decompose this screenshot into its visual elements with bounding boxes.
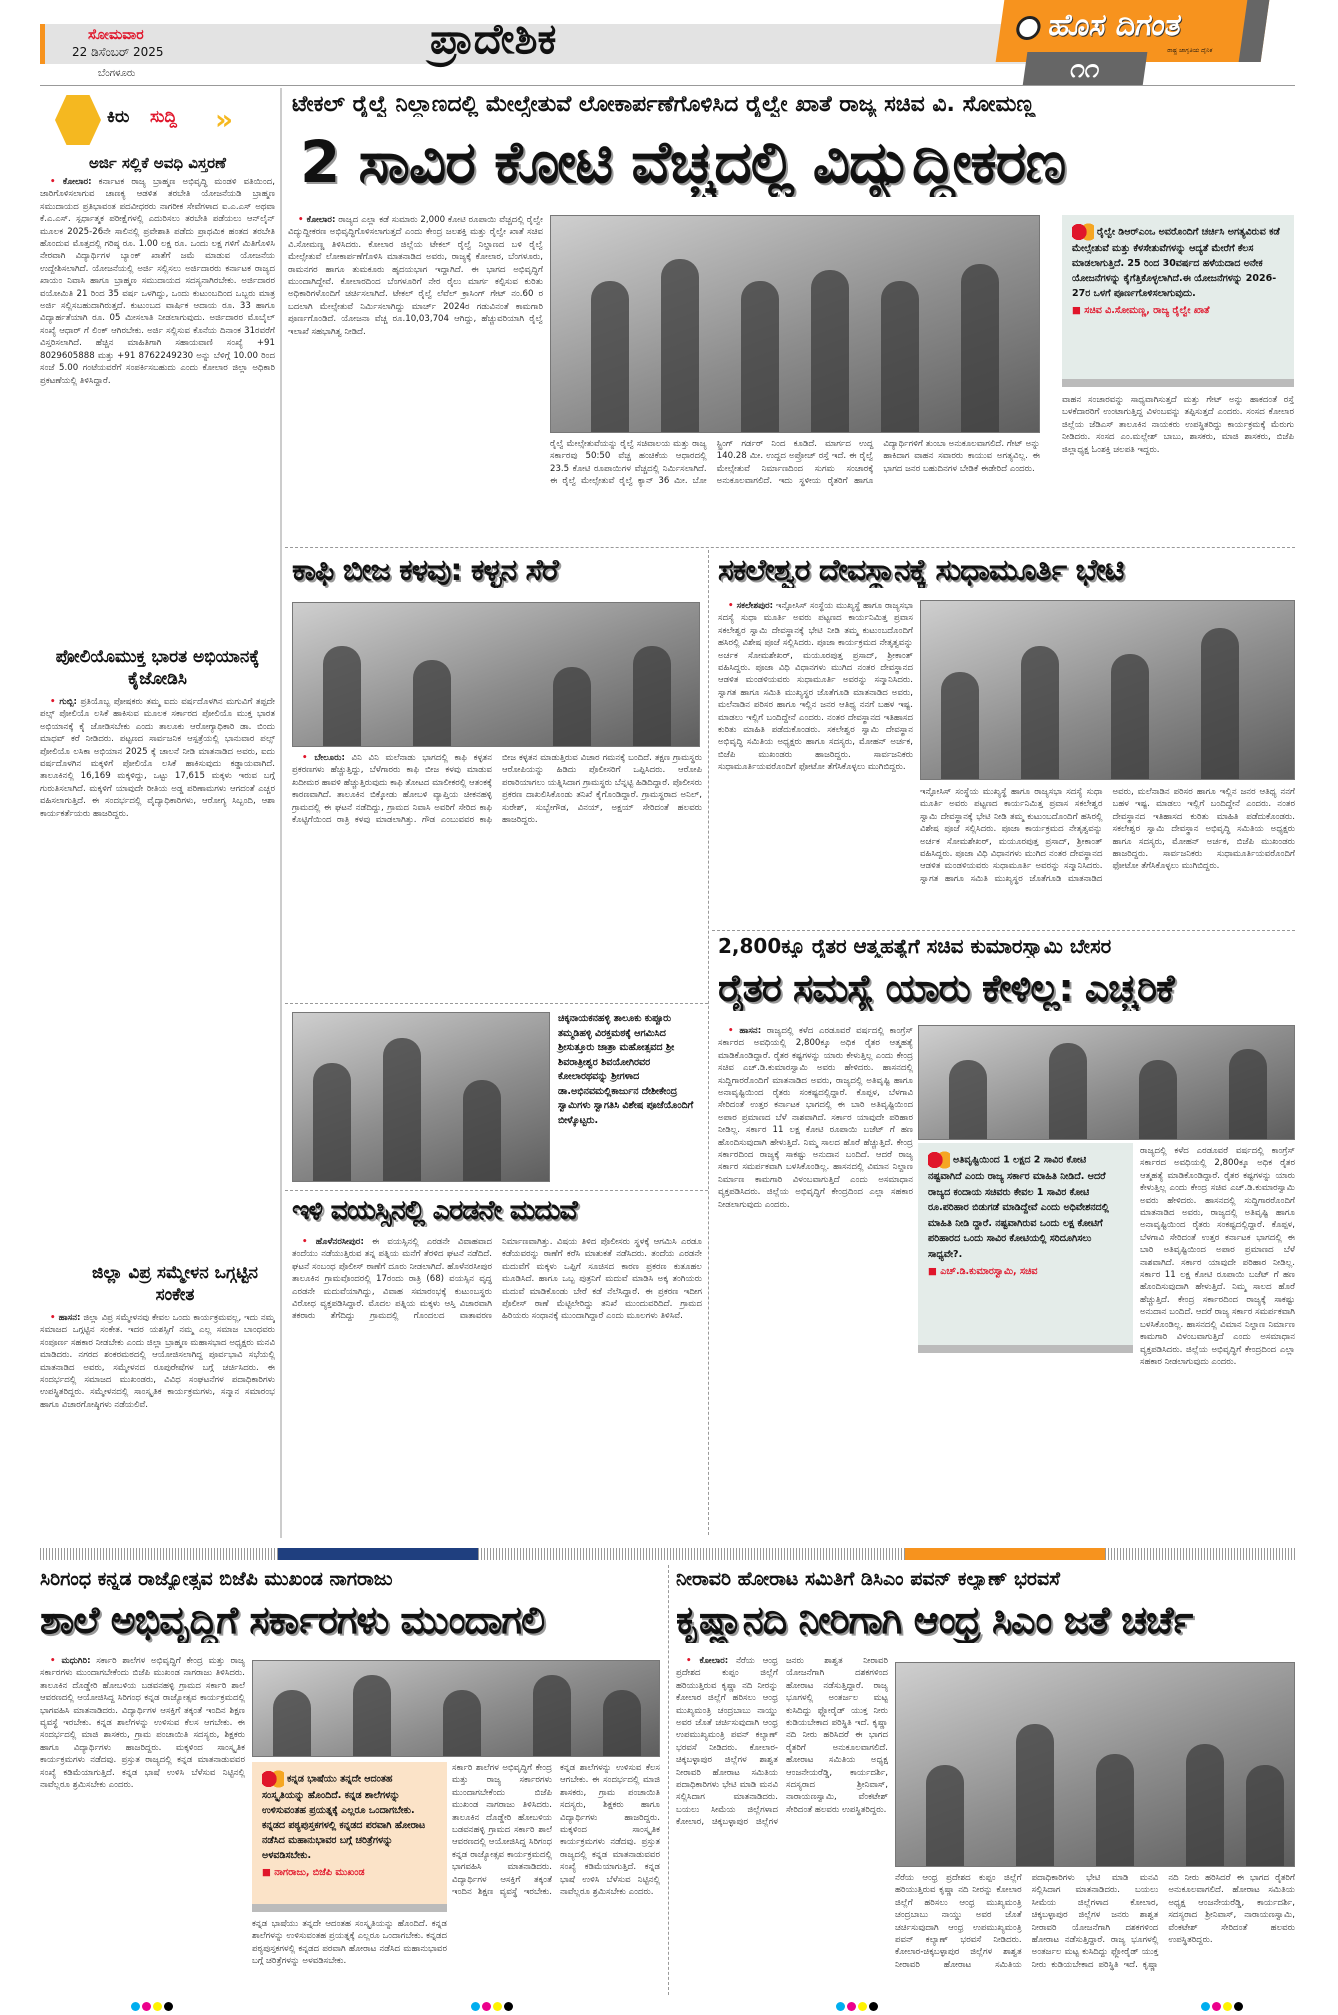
brief-title-3: ಜಿಲ್ಲಾ ವಿಪ್ರ ಸಮ್ಮೇಳನ ಒಗ್ಗಟ್ಟಿನ ಸಂಕೇತ: [92, 1263, 258, 1305]
coffee-body: • ಬೇಲೂರು: ವಿನಿ ವಿನಿ ಮಲೆನಾಡು ಭಾಗದಲ್ಲಿ ಕಾಫಿ ಕಳ್ಳತನ ಪ್ರಕರಣಗಳು ಹೆಚ್ಚುತ್ತಿದ್ದು, ಬೆಳೆಗಾರರು ಕಾಫಿ ಬೀಜ ಕಳವು ಮಾಡುವ ಖದೀಮರ ಹಾವಳಿ ಹೆಚ್ಚುತ್ತಿರುವುದು ಕಾಫಿ ತೋಟದ ಮಾಲೀಕರಲ್ಲಿ ಆತಂಕಕ್ಕೆ ಕಾರಣವಾಗಿದೆ. ತಾಲೂಕಿನ ಬಿಕ್ಕೋಡು ಹೋಬಳಿ ವ್ಯಾಪ್ತಿಯ ಚೀಕನಹಳ್ಳಿ ಗ್ರಾಮದಲ್ಲಿ ಈ ಘಟನೆ ನಡೆದಿದ್ದು, ಗ್ರಾಮದ ನಿವಾಸಿ ಅವರಿಗೆ ಸೇರಿದ ಕಾಫಿ ಕೊಟ್ಟಿಗೆಯಿಂದ ರಾತ್ರಿ ಕಳವು ಮಾಡಲಾಗಿತ್ತು. ಗೌಡ ಎಂಬುವವರ ಕಾಫಿ ಬೀಜ ಕಳ್ಳತನ ಮಾಡುತ್ತಿರುವ ವಿಚಾರ ಗಮನಕ್ಕೆ ಬಂದಿದೆ. ತಕ್ಷಣ ಗ್ರಾಮಸ್ಥರು ಆರೋಪಿಯನ್ನು ಹಿಡಿದು ಪೊಲೀಸರಿಗೆ ಒಪ್ಪಿಸಿದರು. ಆರೋಪಿ ಪರಾರಿಯಾಗಲು ಯತ್ನಿಸಿದಾಗ ಗ್ರಾಮಸ್ಥರು ಬೆನ್ನಟ್ಟಿ ಹಿಡಿದಿದ್ದಾರೆ. ಪೊಲೀಸರು ಪ್ರಕರಣ ದಾಖಲಿಸಿಕೊಂಡು ತನಿಖೆ ಕೈಗೊಂಡಿದ್ದಾರೆ. ಗ್ರಾಮಸ್ಥರಾದ ಅನಿಲ್, ಸುರೇಶ್, ಸುಬ್ಬೇಗೌಡ, ವಿನಯ್, ಅಕ್ಷಯ್ ಸೇರಿದಂತೆ ಹಲವರು ಹಾಜರಿದ್ದರು.: [292, 752, 702, 1000]
divider: [285, 1190, 708, 1191]
temple-body: • ಸಕಲೇಶಪುರ: ಇನ್ಫೋಸಿಸ್ ಸಂಸ್ಥೆಯ ಮುಖ್ಯಸ್ಥೆ ಹಾಗೂ ರಾಜ್ಯಸಭಾ ಸದಸ್ಯೆ ಸುಧಾ ಮೂರ್ತಿ ಅವರು ಪಟ್ಟಣದ ಕಾರ್ಯನಿಮಿತ್ತ ಪ್ರವಾಸ ಸಕಲೇಶ್ವರ ಸ್ವಾಮಿ ದೇವಸ್ಥಾನಕ್ಕೆ ಭೇಟಿ ನೀಡಿ ತಮ್ಮ ಕುಟುಂಬದೊಂದಿಗೆ ಹಸಿರಲ್ಲಿ ವಿಶೇಷ ಪೂಜೆ ಸಲ್ಲಿಸಿದರು. ಪೂಜಾ ಕಾರ್ಯಕ್ರಮದ ನೇತೃತ್ವವನ್ನು ಅರ್ಚಕ ಸೋಮಶೇಖರ್, ಮಯೂರಪುತ್ತ ಪ್ರಸಾದ್, ಶ್ರೀಕಾಂತ್ ವಹಿಸಿದ್ದರು. ಪೂಜಾ ವಿಧಿ ವಿಧಾನಗಳು ಮುಗಿದ ನಂತರ ದೇವಸ್ಥಾನದ ಆಡಳಿತ ಮಂಡಳಿಯವರು ಸುಧಾಮೂರ್ತಿ ಅವರನ್ನು ಸನ್ಮಾನಿಸಿದರು. ಸ್ವಾಗತ ಹಾಗೂ ಸಮಿತಿ ಮುಖ್ಯಸ್ಥರ ಜೊತೆಗೂಡಿ ಮಾತನಾಡಿದ ಅವರು, ಮಲೆನಾಡಿನ ಪರಿಸರ ಹಾಗೂ ಇಲ್ಲಿನ ಜನರ ಆತಿಥ್ಯ ನನಗೆ ಬಹಳ ಇಷ್ಟ. ಮಾಡಲು ಇಲ್ಲಿಗೆ ಬಂದಿದ್ದೇನೆ ಎಂದರು. ನಂತರ ದೇವಸ್ಥಾನದ ಇತಿಹಾಸದ ಕುರಿತು ಮಾಹಿತಿ ಪಡೆದುಕೊಂಡರು. ಸಕಲೇಶ್ವರ ಸ್ವಾಮಿ ದೇವಸ್ಥಾನ ಅಭಿವೃದ್ಧಿ ಸಮಿತಿಯ ಅಧ್ಯಕ್ಷರು ಹಾಗೂ ಸದಸ್ಯರು, ಮೋಹನ್ ಅರ್ಚಕ, ಬಿಜೆಪಿ ಮುಖಂಡರು ಹಾಜರಿದ್ದರು. ಸಾರ್ವಜನಿಕರು ಸುಧಾಮೂರ್ತಿಯವರೊಂದಿಗೆ ಫೋಟೋ ತೆಗೆಸಿಕೊಳ್ಳಲು ಮುಗಿಬಿದ್ದರು.: [718, 600, 913, 926]
band-accent-orange: [905, 1548, 1105, 1560]
lead-headline: 2 ಸಾವಿರ ಕೋಟಿ ವೆಚ್ಚದಲ್ಲಿ ವಿದ್ಯುದ್ದೀಕರಣ: [300, 128, 1066, 196]
registration-dots: [1200, 1996, 1244, 2015]
quote-icon: [928, 1151, 950, 1169]
lead-photo: [550, 215, 1040, 433]
divider: [712, 930, 1295, 931]
temple-headline: ಸಕಲೇಶ್ವರ ದೇವಸ್ಥಾನಕ್ಕೆ ಸುಧಾಮೂರ್ತಿ ಭೇಟಿ: [718, 553, 1124, 588]
krishna-headline: ಕೃಷ್ಣಾನದಿ ನೀರಿಗಾಗಿ ಆಂಧ್ರ ಸಿಎಂ ಜತೆ ಚರ್ಚೆ: [676, 1598, 1193, 1642]
column-divider: [708, 550, 709, 1535]
registration-dots: [470, 1996, 514, 2015]
jatra-caption: ಚಿಕ್ಕನಾಯಕನಹಳ್ಳಿ ತಾಲೂಕು ಕುಪ್ಪೂರು ತಮ್ಮಡಿಹಳ್ಳಿ ವಿರಕ್ತಮಠಕ್ಕೆ ಆಗಮಿಸಿದ ಶ್ರೀಸುತ್ತೂರು ಜಾತ್ರಾ ಮಹೋತ್ಸವದ ಶ್ರೀ ಶಿವರಾತ್ರೀಶ್ವರ ಶಿವಯೋಗಿರವರ ಕೋಲಾರಥವನ್ನು ಶ್ರೀಗಳಾದ ಡಾ.ಅಭಿನವಮಲ್ಲಿಕಾರ್ಜುನ ದೇಶೀಕೇಂದ್ರ ಸ್ವಾಮಿಗಳು ಸ್ವಾಗತಿಸಿ ವಿಶೇಷ ಪೂಜೆಯೊಂದಿಗೆ ಬೀಳ್ಕೊಟ್ಟರು.: [558, 1013, 694, 1126]
marriage-body: • ಹೊಳೆನರಸೀಪುರ: ಈ ವಯಸ್ಸಿನಲ್ಲಿ ಎರಡನೇ ವಿವಾಹವಾದ ತಂದೆಯು ನಡೆಯುತ್ತಿರುವ ತನ್ನ ಪತ್ನಿಯ ಮನೆಗೆ ತೆರಳಿದ ಘಟನೆ ನಡೆದಿದೆ. ಘಟನೆ ಸಂಬಂಧ ಪೊಲೀಸ್ ಠಾಣೆಗೆ ದೂರು ನೀಡಲಾಗಿದೆ. ಹೊಳೆನರಸೀಪುರ ತಾಲೂಕಿನ ಗ್ರಾಮವೊಂದರಲ್ಲಿ 17ರಂದು ರಾತ್ರಿ (68) ವಯಸ್ಸಿನ ವೃದ್ಧ ಎರಡನೇ ಮದುವೆಯಾಗಿದ್ದು, ವಿವಾಹ ಸಮಾರಂಭಕ್ಕೆ ಕುಟುಂಬಸ್ಥರು ವಿರೋಧ ವ್ಯಕ್ತಪಡಿಸಿದ್ದಾರೆ. ಮೊದಲ ಪತ್ನಿಯ ಮಕ್ಕಳು ಆಸ್ತಿ ವಿಚಾರವಾಗಿ ತಕರಾರು ತೆಗೆದಿದ್ದು ಗ್ರಾಮದಲ್ಲಿ ಗೊಂದಲದ ವಾತಾವರಣ ನಿರ್ಮಾಣವಾಗಿತ್ತು. ವಿಷಯ ತಿಳಿದ ಪೊಲೀಸರು ಸ್ಥಳಕ್ಕೆ ಆಗಮಿಸಿ ಎರಡೂ ಕಡೆಯವರನ್ನು ಠಾಣೆಗೆ ಕರೆಸಿ ಮಾತುಕತೆ ನಡೆಸಿದರು. ತಂದೆಯ ಎರಡನೇ ಮದುವೆಗೆ ಮಕ್ಕಳು ಒಪ್ಪಿಗೆ ಸೂಚಿಸದ ಕಾರಣ ಪ್ರಕರಣ ಕುತೂಹಲ ಮೂಡಿಸಿದೆ. ಹಾಗೂ ಒಬ್ಬ ಪುತ್ರನಿಗೆ ಮದುವೆ ಮಾಡಿಸಿ ಅಕ್ಕ ತಂಗಿಯರು ಮದುವೆ ಮಾಡಿಕೊಂಡು ಬೇರೆ ಕಡೆ ನೆಲೆಸಿದ್ದಾರೆ. ಈ ಪ್ರಕರಣ ಇದೀಗ ಪೊಲೀಸ್ ಠಾಣೆ ಮೆಟ್ಟಿಲೇರಿದ್ದು ತನಿಖೆ ಮುಂದುವರಿದಿದೆ. ಗ್ರಾಮದ ಹಿರಿಯರು ಸಂಧಾನಕ್ಕೆ ಮುಂದಾಗಿದ್ದಾರೆ ಎಂದು ಮೂಲಗಳು ತಿಳಿಸಿವೆ.: [292, 1236, 702, 1534]
band-accent-blue: [278, 1548, 478, 1560]
kirusuddi-logo: [55, 95, 245, 145]
lead-kicker: ಟೇಕಲ್ ರೈಲ್ವೆ ನಿಲ್ದಾಣದಲ್ಲಿ ಮೇಲ್ಸೇತುವೆ ಲೋಕಾರ್ಪಣೆಗೊಳಿಸಿದ ರೈಲ್ವೇ ಖಾತೆ ರಾಜ್ಯ ಸಚಿವ ವಿ. ಸೋಮಣ್ಣ: [292, 92, 1036, 117]
school-body-2: ಸರ್ಕಾರಿ ಶಾಲೆಗಳ ಅಭಿವೃದ್ಧಿಗೆ ಕೇಂದ್ರ ಮತ್ತು ರಾಜ್ಯ ಸರ್ಕಾರಗಳು ಮುಂದಾಗಬೇಕೆಂದು ಬಿಜೆಪಿ ಮುಖಂಡ ನಾಗರಾಜು ತಿಳಿಸಿದರು. ತಾಲೂಕಿನ ದೊಡ್ಡೇರಿ ಹೋಬಳಿಯ ಬಡವನಹಳ್ಳಿ ಗ್ರಾಮದ ಸರ್ಕಾರಿ ಶಾಲೆ ಆವರಣದಲ್ಲಿ ಆಯೋಜಿಸಿದ್ದ ಸಿರಿಗಂಧ ಕನ್ನಡ ರಾಜ್ಯೋತ್ಸವ ಕಾರ್ಯಕ್ರಮದಲ್ಲಿ ಭಾಗವಹಿಸಿ ಮಾತನಾಡಿದರು. ವಿದ್ಯಾರ್ಥಿಗಳ ಆಸಕ್ತಿಗೆ ತಕ್ಕಂತೆ ಇಂದಿನ ಶಿಕ್ಷಣ ವ್ಯವಸ್ಥೆ ಇರಬೇಕು. ಕನ್ನಡ ಶಾಲೆಗಳನ್ನು ಉಳಿಸುವ ಕೆಲಸ ಆಗಬೇಕು. ಈ ಸಂದರ್ಭದಲ್ಲಿ ಮಾಜಿ ಶಾಸಕರು, ಗ್ರಾಮ ಪಂಚಾಯಿತಿ ಸದಸ್ಯರು, ಶಿಕ್ಷಕರು ಹಾಗೂ ವಿದ್ಯಾರ್ಥಿಗಳು ಹಾಜರಿದ್ದರು. ಮಕ್ಕಳಿಂದ ಸಾಂಸ್ಕೃತಿಕ ಕಾರ್ಯಕ್ರಮಗಳು ನಡೆದವು. ಪ್ರಸ್ತುತ ರಾಜ್ಯದಲ್ಲಿ ಕನ್ನಡ ಮಾತನಾಡುವವರ ಸಂಖ್ಯೆ ಕಡಿಮೆಯಾಗುತ್ತಿದೆ. ಕನ್ನಡ ಭಾಷೆ ಉಳಿಸಿ ಬೆಳೆಸುವ ನಿಟ್ಟಿನಲ್ಲಿ ನಾವೆಲ್ಲರೂ ಶ್ರಮಿಸಬೇಕು ಎಂದರು.: [452, 1763, 660, 1898]
brand-emblem-icon: [1015, 16, 1042, 40]
farmers-body-2: ರಾಜ್ಯದಲ್ಲಿ ಕಳೆದ ಎರಡೂವರೆ ವರ್ಷದಲ್ಲಿ ಕಾಂಗ್ರೆಸ್ ಸರ್ಕಾರದ ಅವಧಿಯಲ್ಲಿ 2,800ಕ್ಕೂ ಅಧಿಕ ರೈತರ ಆತ್ಮಹತ್ಯೆ ಮಾಡಿಕೊಂಡಿದ್ದಾರೆ. ರೈತರ ಕಷ್ಟಗಳನ್ನು ಯಾರು ಕೇಳುತ್ತಿಲ್ಲ ಎಂದು ಕೇಂದ್ರ ಸಚಿವ ಎಚ್.ಡಿ.ಕುಮಾರಸ್ವಾಮಿ ಅವರು ಹೇಳಿದರು. ಹಾಸನದಲ್ಲಿ ಸುದ್ದಿಗಾರರೊಂದಿಗೆ ಮಾತನಾಡಿದ ಅವರು, ರಾಜ್ಯದಲ್ಲಿ ಅತಿವೃಷ್ಟಿ ಹಾಗೂ ಅನಾವೃಷ್ಟಿಯಿಂದ ರೈತರು ಸಂಕಷ್ಟದಲ್ಲಿದ್ದಾರೆ. ಕೊಪ್ಪಳ, ಬೆಳಗಾವಿ ಸೇರಿದಂತೆ ಉತ್ತರ ಕರ್ನಾಟಕ ಭಾಗದಲ್ಲಿ ಈ ಬಾರಿ ಅತಿವೃಷ್ಟಿಯಿಂದ ಅಪಾರ ಪ್ರಮಾಣದ ಬೆಳೆ ನಾಶವಾಗಿದೆ. ಸರ್ಕಾರ ಯಾವುದೇ ಪರಿಹಾರ ನೀಡಿಲ್ಲ. ಸರ್ಕಾರ 11 ಲಕ್ಷ ಕೋಟಿ ರೂಪಾಯಿ ಬಜೆಟ್ ಗೆ ಹಣ ಹೊಂದಿಸುವುದಾಗಿ ಹೇಳುತ್ತಿದೆ. ನಿಮ್ಮ ಸಾಲದ ಹೊರೆ ಹೆಚ್ಚುತ್ತಿದೆ. ಕೇಂದ್ರ ಸರ್ಕಾರದಿಂದ ರಾಜ್ಯಕ್ಕೆ ಸಾಕಷ್ಟು ಅನುದಾನ ಬಂದಿದೆ. ಆದರೆ ರಾಜ್ಯ ಸರ್ಕಾರ ಸಮರ್ಪಕವಾಗಿ ಬಳಸಿಕೊಂಡಿಲ್ಲ. ಹಾಸನದಲ್ಲಿ ವಿಮಾನ ನಿಲ್ದಾಣ ನಿರ್ಮಾಣ ಕಾಮಗಾರಿ ವಿಳಂಬವಾಗುತ್ತಿದೆ ಎಂದು ಅಸಮಾಧಾನ ವ್ಯಕ್ತಪಡಿಸಿದರು. ಜಿಲ್ಲೆಯ ಅಭಿವೃದ್ಧಿಗೆ ಕೇಂದ್ರದಿಂದ ಎಲ್ಲಾ ಸಹಕಾರ ನೀಡಲಾಗುವುದು ಎಂದರು.: [1140, 1146, 1295, 1367]
krishna-body: • ಕೋಲಾರ: ನೆರೆಯ ಆಂಧ್ರ ಪ್ರದೇಶದ ಕುಪ್ಪಂ ಜಿಲ್ಲೆಗೆ ಹರಿಯುತ್ತಿರುವ ಕೃಷ್ಣಾ ನದಿ ನೀರನ್ನು ಕೋಲಾರ ಜಿಲ್ಲೆಗೆ ಹರಿಸಲು ಆಂಧ್ರ ಮುಖ್ಯಮಂತ್ರಿ ಚಂದ್ರಬಾಬು ನಾಯ್ಡು ಅವರ ಜೊತೆ ಚರ್ಚಿಸುವುದಾಗಿ ಆಂಧ್ರ ಉಪಮುಖ್ಯಮಂತ್ರಿ ಪವನ್ ಕಲ್ಯಾಣ್ ಭರವಸೆ ನೀಡಿದರು. ಕೋಲಾರ-ಚಿಕ್ಕಬಳ್ಳಾಪುರ ಜಿಲ್ಲೆಗಳ ಶಾಶ್ವತ ನೀರಾವರಿ ಹೋರಾಟ ಸಮಿತಿಯ ಪದಾಧಿಕಾರಿಗಳು ಭೇಟಿ ಮಾಡಿ ಮನವಿ ಸಲ್ಲಿಸಿದಾಗ ಮಾತನಾಡಿದರು. ಬಯಲು ಸೀಮೆಯ ಜಿಲ್ಲೆಗಳಾದ ಕೋಲಾರ, ಚಿಕ್ಕಬಳ್ಳಾಪುರ ಜಿಲ್ಲೆಗಳ ಜನರು ಶಾಶ್ವತ ನೀರಾವರಿ ಯೋಜನೆಗಾಗಿ ದಶಕಗಳಿಂದ ಹೋರಾಟ ನಡೆಸುತ್ತಿದ್ದಾರೆ. ರಾಜ್ಯ ಭೂಗಳಲ್ಲಿ ಅಂತರ್ಜಲ ಮಟ್ಟ ಕುಸಿದಿದ್ದು ಫ್ಲೋರೈಡ್ ಯುಕ್ತ ನೀರು ಕುಡಿಯಬೇಕಾದ ಪರಿಸ್ಥಿತಿ ಇದೆ. ಕೃಷ್ಣಾ ನದಿ ನೀರು ಹರಿಸಿದರೆ ಈ ಭಾಗದ ರೈತರಿಗೆ ಅನುಕೂಲವಾಗಲಿದೆ. ಹೋರಾಟ ಸಮಿತಿಯ ಅಧ್ಯಕ್ಷ ಆಂಜನೇಯರೆಡ್ಡಿ, ಕಾರ್ಯದರ್ಶಿ, ಸದಸ್ಯರಾದ ಶ್ರೀನಿವಾಸ್, ನಾರಾಯಣಸ್ವಾಮಿ, ವೆಂಕಟೇಶ್ ಸೇರಿದಂತೆ ಹಲವರು ಉಪಸ್ಥಿತರಿದ್ದರು.: [676, 1655, 888, 2000]
section-title: ಪ್ರಾದೇಶಿಕ: [430, 14, 557, 63]
sidebar-divider: [280, 88, 282, 1538]
kirusuddi-label-b: ಸುದ್ದಿ: [150, 107, 177, 127]
brief-title-2: ಪೋಲಿಯೊಮುಕ್ತ ಭಾರತ ಅಭಿಯಾನಕ್ಕೆ ಕೈಜೋಡಿಸಿ: [55, 647, 260, 689]
brand-tagline: ರಾಷ್ಟ್ರ ಜಾಗೃತಿಯ ದೈನಿಕ: [1166, 47, 1213, 54]
school-body-3: ಕನ್ನಡ ಭಾಷೆಯು ತನ್ನದೇ ಆದಂತಹ ಸಂಸ್ಕೃತಿಯನ್ನು ಹೊಂದಿದೆ. ಕನ್ನಡ ಶಾಲೆಗಳನ್ನು ಉಳಿಸುವಂತಹ ಪ್ರಯತ್ನಕ್ಕೆ ಎಲ್ಲರೂ ಒಂದಾಗಬೇಕು. ಕನ್ನಡದ ಪಠ್ಯಪುಸ್ತಕಗಳಲ್ಲಿ ಕನ್ನಡದ ಪರವಾಗಿ ಹೋರಾಟ ನಡೆಸಿದ ಮಹಾನುಭಾವರ ಬಗ್ಗೆ ಚರಿತ್ರೆಗಳನ್ನು ಅಳವಡಿಸಬೇಕು.: [252, 1919, 447, 1967]
farmers-body: • ಹಾಸನ: ರಾಜ್ಯದಲ್ಲಿ ಕಳೆದ ಎರಡೂವರೆ ವರ್ಷದಲ್ಲಿ ಕಾಂಗ್ರೆಸ್ ಸರ್ಕಾರದ ಅವಧಿಯಲ್ಲಿ 2,800ಕ್ಕೂ ಅಧಿಕ ರೈತರ ಆತ್ಮಹತ್ಯೆ ಮಾಡಿಕೊಂಡಿದ್ದಾರೆ. ರೈತರ ಕಷ್ಟಗಳನ್ನು ಯಾರು ಕೇಳುತ್ತಿಲ್ಲ ಎಂದು ಕೇಂದ್ರ ಸಚಿವ ಎಚ್.ಡಿ.ಕುಮಾರಸ್ವಾಮಿ ಅವರು ಹೇಳಿದರು. ಹಾಸನದಲ್ಲಿ ಸುದ್ದಿಗಾರರೊಂದಿಗೆ ಮಾತನಾಡಿದ ಅವರು, ರಾಜ್ಯದಲ್ಲಿ ಅತಿವೃಷ್ಟಿ ಹಾಗೂ ಅನಾವೃಷ್ಟಿಯಿಂದ ರೈತರು ಸಂಕಷ್ಟದಲ್ಲಿದ್ದಾರೆ. ಕೊಪ್ಪಳ, ಬೆಳಗಾವಿ ಸೇರಿದಂತೆ ಉತ್ತರ ಕರ್ನಾಟಕ ಭಾಗದಲ್ಲಿ ಈ ಬಾರಿ ಅತಿವೃಷ್ಟಿಯಿಂದ ಅಪಾರ ಪ್ರಮಾಣದ ಬೆಳೆ ನಾಶವಾಗಿದೆ. ಸರ್ಕಾರ ಯಾವುದೇ ಪರಿಹಾರ ನೀಡಿಲ್ಲ. ಸರ್ಕಾರ 11 ಲಕ್ಷ ಕೋಟಿ ರೂಪಾಯಿ ಬಜೆಟ್ ಗೆ ಹಣ ಹೊಂದಿಸುವುದಾಗಿ ಹೇಳುತ್ತಿದೆ. ನಿಮ್ಮ ಸಾಲದ ಹೊರೆ ಹೆಚ್ಚುತ್ತಿದೆ. ಕೇಂದ್ರ ಸರ್ಕಾರದಿಂದ ರಾಜ್ಯಕ್ಕೆ ಸಾಕಷ್ಟು ಅನುದಾನ ಬಂದಿದೆ. ಆದರೆ ರಾಜ್ಯ ಸರ್ಕಾರ ಸಮರ್ಪಕವಾಗಿ ಬಳಸಿಕೊಂಡಿಲ್ಲ. ಹಾಸನದಲ್ಲಿ ವಿಮಾನ ನಿಲ್ದಾಣ ನಿರ್ಮಾಣ ಕಾಮಗಾರಿ ವಿಳಂಬವಾಗುತ್ತಿದೆ ಎಂದು ಅಸಮಾಧಾನ ವ್ಯಕ್ತಪಡಿಸಿದರು. ಜಿಲ್ಲೆಯ ಅಭಿವೃದ್ಧಿಗೆ ಕೇಂದ್ರದಿಂದ ಎಲ್ಲಾ ಸಹಕಾರ ನೀಡಲಾಗುವುದು ಎಂದರು.: [718, 1025, 913, 1535]
marriage-headline: ಇಳಿ ವಯಸ್ಸಿನಲ್ಲಿ ಎರಡನೇ ಮದುವೆ: [292, 1195, 577, 1226]
divider: [285, 1003, 708, 1004]
hand-icon: [55, 95, 101, 145]
quote-icon: [262, 1770, 284, 1788]
lead-pull-quote: ರೈಲ್ವೇ ಡಿಆರ್‌ಎಂಒ ಅವರೊಂದಿಗೆ ಚರ್ಚಿಸಿ ಅಗತ್ಯವಿರುವ ಕಡೆ ಮೇಲ್ಸೇತುವೆ ಮತ್ತು ಕೆಳಸೇತುವೆಗಳನ್ನು ಆದ್ಯತೆ ಮೇರೆಗೆ ಕೆಲಸ ಮಾಡಲಾಗುತ್ತಿದೆ. 25 ರಿಂದ 30ವರ್ಷದ ಹಳೆಯದಾದ ಅನೇಕ ಯೋಜನೆಗಳನ್ನು ಕೈಗೆತ್ತಿಕೊಳ್ಳಲಾಗಿದೆ.ಈ ಯೋಜನೆಗಳನ್ನು 2026-27ರ ಒಳಗೆ ಪೂರ್ಣಗೊಳಿಸಲಾಗುವುದು. ■ ಸಚಿವ ವಿ.ಸೋಮಣ್ಣ, ರಾಜ್ಯ ರೈಲ್ವೇ ಖಾತೆ: [1062, 215, 1294, 387]
school-body: • ಮಧುಗಿರಿ: ಸರ್ಕಾರಿ ಶಾಲೆಗಳ ಅಭಿವೃದ್ಧಿಗೆ ಕೇಂದ್ರ ಮತ್ತು ರಾಜ್ಯ ಸರ್ಕಾರಗಳು ಮುಂದಾಗಬೇಕೆಂದು ಬಿಜೆಪಿ ಮುಖಂಡ ನಾಗರಾಜು ತಿಳಿಸಿದರು. ತಾಲೂಕಿನ ದೊಡ್ಡೇರಿ ಹೋಬಳಿಯ ಬಡವನಹಳ್ಳಿ ಗ್ರಾಮದ ಸರ್ಕಾರಿ ಶಾಲೆ ಆವರಣದಲ್ಲಿ ಆಯೋಜಿಸಿದ್ದ ಸಿರಿಗಂಧ ಕನ್ನಡ ರಾಜ್ಯೋತ್ಸವ ಕಾರ್ಯಕ್ರಮದಲ್ಲಿ ಭಾಗವಹಿಸಿ ಮಾತನಾಡಿದರು. ವಿದ್ಯಾರ್ಥಿಗಳ ಆಸಕ್ತಿಗೆ ತಕ್ಕಂತೆ ಇಂದಿನ ಶಿಕ್ಷಣ ವ್ಯವಸ್ಥೆ ಇರಬೇಕು. ಕನ್ನಡ ಶಾಲೆಗಳನ್ನು ಉಳಿಸುವ ಕೆಲಸ ಆಗಬೇಕು. ಈ ಸಂದರ್ಭದಲ್ಲಿ ಮಾಜಿ ಶಾಸಕರು, ಗ್ರಾಮ ಪಂಚಾಯಿತಿ ಸದಸ್ಯರು, ಶಿಕ್ಷಕರು ಹಾಗೂ ವಿದ್ಯಾರ್ಥಿಗಳು ಹಾಜರಿದ್ದರು. ಮಕ್ಕಳಿಂದ ಸಾಂಸ್ಕೃತಿಕ ಕಾರ್ಯಕ್ರಮಗಳು ನಡೆದವು. ಪ್ರಸ್ತುತ ರಾಜ್ಯದಲ್ಲಿ ಕನ್ನಡ ಮಾತನಾಡುವವರ ಸಂಖ್ಯೆ ಕಡಿಮೆಯಾಗುತ್ತಿದೆ. ಕನ್ನಡ ಭಾಷೆ ಉಳಿಸಿ ಬೆಳೆಸುವ ನಿಟ್ಟಿನಲ್ಲಿ ನಾವೆಲ್ಲರೂ ಶ್ರಮಿಸಬೇಕು ಎಂದರು.: [40, 1655, 245, 2000]
school-photo: [252, 1660, 660, 1757]
lead-body-3: ವಾಹನ ಸಂಚಾರವನ್ನು ಸಾಧ್ಯವಾಗಿಸುತ್ತದೆ ಮತ್ತು ಗೇಟ್ ಅನ್ನು ಹಾಕದಂತೆ ರಸ್ತೆ ಬಳಕೆದಾರರಿಗೆ ಉಂಟಾಗುತ್ತಿದ್ದ ವಿಳಂಬವನ್ನು ತಪ್ಪಿಸುತ್ತದೆ ಎಂದರು. ಸಂಸದ ಕೋಲಾರ ಜಿಲ್ಲೆಯ ಜೆಡಿಎಸ್ ತಾಲೂಕಿನ ನಾಯಕರು ಉಪಸ್ಥಿತರಿದ್ದು ಕಾರ್ಯಕ್ರಮಕ್ಕೆ ಮೆರುಗು ನೀಡಿದರು. ಸಂಸದ ಎಂ.ಮಲ್ಲೇಶ್ ಬಾಬು, ಶಾಸಕರು, ಮಾಜಿ ಶಾಸಕರು, ಬಿಜೆಪಿ ಜಿಲ್ಲಾಧ್ಯಕ್ಷ ಓಂಶಕ್ತಿ ಚಲಪತಿ ಇದ್ದರು.: [1062, 395, 1294, 455]
brief-body-3: • ಹಾಸನ: ಜಿಲ್ಲಾ ವಿಪ್ರ ಸಮ್ಮೇಳನವು ಕೇವಲ ಒಂದು ಕಾರ್ಯಕ್ರಮವಲ್ಲ, ಇದು ನಮ್ಮ ಸಮಾಜದ ಒಗ್ಗಟ್ಟಿನ ಸಂಕೇತ. ಇದರ ಯಶಸ್ಸಿಗೆ ನಮ್ಮ ಎಲ್ಲ ಸಮಾಜ ಬಾಂಧವರು ಸಂಪೂರ್ಣ ಸಹಕಾರ ನೀಡಬೇಕು ಎಂದು ಜಿಲ್ಲಾ ಬ್ರಾಹ್ಮಣ ಮಹಾಸಭಾದ ಅಧ್ಯಕ್ಷರು ಮನವಿ ಮಾಡಿದರು. ನಗರದ ಶಂಕರಮಠದಲ್ಲಿ ಆಯೋಜಿಸಲಾಗಿದ್ದ ಪೂರ್ವಭಾವಿ ಸಭೆಯಲ್ಲಿ ಮಾತನಾಡಿದ ಅವರು, ಸಮ್ಮೇಳನದ ರೂಪುರೇಷೆಗಳ ಬಗ್ಗೆ ಚರ್ಚಿಸಿದರು. ಈ ಸಂದರ್ಭದಲ್ಲಿ ಸಮಾಜದ ಮುಖಂಡರು, ವಿವಿಧ ಸಂಘಟನೆಗಳ ಪದಾಧಿಕಾರಿಗಳು ಉಪಸ್ಥಿತರಿದ್ದರು. ಸಮ್ಮೇಳನದಲ್ಲಿ ಸಾಂಸ್ಕೃತಿಕ ಕಾರ್ಯಕ್ರಮಗಳು, ಸನ್ಮಾನ ಸಮಾರಂಭ ಹಾಗೂ ವಿಚಾರಗೋಷ್ಠಿಗಳು ನಡೆಯಲಿವೆ.: [40, 1312, 275, 1537]
school-pull-quote: ಕನ್ನಡ ಭಾಷೆಯು ತನ್ನದೇ ಆದಂತಹ ಸಂಸ್ಕೃತಿಯನ್ನು ಹೊಂದಿದೆ. ಕನ್ನಡ ಶಾಲೆಗಳನ್ನು ಉಳಿಸುವಂತಹ ಪ್ರಯತ್ನಕ್ಕೆ ಎಲ್ಲರೂ ಒಂದಾಗಬೇಕು. ಕನ್ನಡದ ಪಠ್ಯಪುಸ್ತಕಗಳಲ್ಲಿ ಕನ್ನಡದ ಪರವಾಗಿ ಹೋರಾಟ ನಡೆಸಿದ ಮಹಾನುಭಾವರ ಬಗ್ಗೆ ಚರಿತ್ರೆಗಳನ್ನು ಅಳವಡಿಸಬೇಕು. ■ ನಾಗರಾಜು, ಬಿಜೆಪಿ ಮುಖಂಡ: [252, 1762, 447, 1912]
section-divider: [285, 547, 1295, 548]
registration-dots: [835, 1996, 879, 2015]
brand-name: ಹೊಸ ದಿಗಂತ: [1046, 8, 1184, 43]
school-kicker: ಸಿರಿಗಂಧ ಕನ್ನಡ ರಾಜ್ಯೋತ್ಸವ ಬಿಜೆಪಿ ಮುಖಂಡ ನಾಗರಾಜು: [40, 1568, 393, 1590]
temple-photo: [920, 600, 1295, 780]
brief-title-1: ಅರ್ಜಿ ಸಲ್ಲಿಕೆ ಅವಧಿ ವಿಸ್ತರಣೆ: [88, 154, 227, 172]
kirusuddi-label-a: ಕಿರು: [107, 107, 130, 127]
page-number: ೧೧: [1023, 52, 1148, 86]
farmers-kicker: 2,800ಕ್ಕೂ ರೈತರ ಆತ್ಮಹತ್ಯೆಗೆ ಸಚಿವ ಕುಮಾರಸ್ವಾಮಿ ಬೇಸರ: [718, 934, 1112, 958]
lead-body-1: • ಕೋಲಾರ: ರಾಜ್ಯದ ಎಲ್ಲಾ ಕಡೆ ಸುಮಾರು 2,000 ಕೋಟಿ ರೂಪಾಯಿ ವೆಚ್ಚದಲ್ಲಿ ರೈಲ್ವೇ ವಿದ್ಯುದ್ದೀಕರಣ ಅಭಿವೃದ್ಧಿಗೊಳಿಸಲಾಗುತ್ತದೆ ಎಂದು ಕೇಂದ್ರ ಜಲಶಕ್ತಿ ಮತ್ತು ರೈಲ್ವೇ ಖಾತೆ ಸಚಿವ ವಿ.ಸೋಮಣ್ಣ ತಿಳಿಸಿದರು. ಕೋಲಾರ ಜಿಲ್ಲೆಯ ಟೇಕಲ್ ರೈಲ್ವೆ ನಿಲ್ದಾಣದ ಬಳಿ ರೈಲ್ವೆ ಮೇಲ್ಸೇತುವೆ ಲೋಕಾರ್ಪಣೆಗೊಳಿಸಿ ಮಾತನಾಡಿದ ಅವರು, ರಾಜ್ಯಕ್ಕೆ ಕೋಲಾರ, ಬೆಂಗಳೂರು, ರಾಮನಗರ ಹಾಗೂ ತುಮಕೂರು ಹೃದಯಭಾಗ ಇದ್ದಾಗಿದೆ. ಈ ಭಾಗದ ಅಭಿವೃದ್ಧಿಗೆ ಮುಂದಾಗಿದ್ದೇವೆ. ಕೋಲಾರದಿಂದ ಬೆಂಗಳೂರಿಗೆ ನೇರ ರೈಲು ಮಾರ್ಗ ಕಲ್ಪಿಸುವ ಕುರಿತು ಅಧಿಕಾರಿಗಳೊಂದಿಗೆ ಚರ್ಚಿಸಲಾಗಿದೆ. ಟೇಕಲ್ ರೈಲ್ವೆ ಲೆವೆಲ್ ಕ್ರಾಸಿಂಗ್ ಗೇಟ್ ನಂ.60 ರ ಬದಲಾಗಿ ಮೇಲ್ಸೇತುವೆ ನಿರ್ಮಿಸಲಾಗಿದ್ದು ಮಾರ್ಚ್ 2024ರ ಗಡುವಿನಂತೆ ಕಾಮಗಾರಿ ಪೂರ್ಣಗೊಂಡಿದೆ. ಯೋಜನಾ ವೆಚ್ಚ ರೂ.10,03,704 ಆಗಿದ್ದು, ಹೆಚ್ಚುವರಿಯಾಗಿ ರೈಲ್ವೆ ಇಲಾಖೆ ಸಹಭಾಗಿತ್ವ ನೀಡಿದೆ.: [288, 214, 543, 544]
coffee-headline: ಕಾಫಿ ಬೀಜ ಕಳವು: ಕಳ್ಳನ ಸೆರೆ: [292, 553, 558, 588]
krishna-photo: [895, 1662, 1295, 1867]
farmers-headline: ರೈತರ ಸಮಸ್ಯೆ ಯಾರು ಕೇಳಿಲ್ಲ: ಎಚ್ಚರಿಕೆ: [718, 966, 1174, 1010]
brief-body-2: • ಗುಬ್ಬಿ: ಪ್ರತಿಯೊಬ್ಬ ಪೋಷಕರು ತಮ್ಮ ಐದು ವರ್ಷದೊಳಗಿನ ಮಗುವಿಗೆ ತಪ್ಪದೇ ಪಲ್ಸ್ ಪೋಲಿಯೊ ಲಸಿಕೆ ಹಾಕಿಸುವ ಮೂಲಕ ಸರ್ಕಾರದ ಪೋಲಿಯೊ ಮುಕ್ತ ಭಾರತ ಅಭಿಯಾನಕ್ಕೆ ಕೈ ಜೋಡಿಸಬೇಕು ಎಂದು ತಾಲೂಕು ಆರೋಗ್ಯಾಧಿಕಾರಿ ಡಾ. ಬಿಂದು ಮಾಧವ್ ಕರೆ ನೀಡಿದರು. ಪಟ್ಟಣದ ಸಾರ್ವಜನಿಕ ಆಸ್ಪತ್ರೆಯಲ್ಲಿ ಭಾನುವಾರ ಪಲ್ಸ್ ಪೋಲಿಯೊ ಲಸಿಕಾ ಅಭಿಯಾನ 2025 ಕ್ಕೆ ಚಾಲನೆ ನೀಡಿ ಮಾತನಾಡಿದ ಅವರು, ಐದು ವರ್ಷದೊಳಗಿನ ಮಕ್ಕಳಿಗೆ ಪೋಲಿಯೊ ಲಸಿಕೆ ಹಾಕಿಸುವುದು ಕಡ್ಡಾಯವಾಗಿದೆ. ತಾಲೂಕಿನಲ್ಲಿ 16,169 ಮಕ್ಕಳಿದ್ದು, ಒಟ್ಟು 17,615 ಮಕ್ಕಳು ಇರುವ ಬಗ್ಗೆ ಗುರುತಿಸಲಾಗಿದೆ. ಮಕ್ಕಳಿಗೆ ಯಾವುದೇ ರೀತಿಯ ಅಡ್ಡ ಪರಿಣಾಮಗಳು ಆಗದಂತೆ ಎಚ್ಚರ ವಹಿಸಲಾಗುತ್ತಿದೆ. ಈ ಸಂದರ್ಭದಲ್ಲಿ ವೈದ್ಯಾಧಿಕಾರಿಗಳು, ಆರೋಗ್ಯ ಸಿಬ್ಬಂದಿ, ಆಶಾ ಕಾರ್ಯಕರ್ತೆಯರು ಹಾಜರಿದ್ದರು.: [40, 696, 275, 1251]
brief-body-1: • ಕೋಲಾರ: ಕರ್ನಾಟಕ ರಾಜ್ಯ ಬ್ರಾಹ್ಮಣ ಅಭಿವೃದ್ಧಿ ಮಂಡಳಿ ವತಿಯಿಂದ, ಜಾರಿಗೊಳಿಸಲಾಗುವ ಚಾಣಕ್ಯ ಆಡಳಿತ ತರಬೇತಿ ಯೋಜನೆಯಡಿ ಬ್ರಾಹ್ಮಣ ಸಮುದಾಯದ ಪ್ರತಿಭಾವಂತ ಪದವೀಧರರು ನಾಗರೀಕ ಸೇವೆಗಳಾದ ಐ.ಎ.ಎಸ್ ಅಥವಾ ಕೆ.ಎ.ಎಸ್. ಸ್ಪರ್ಧಾತ್ಮಕ ಪರೀಕ್ಷೆಗಳಲ್ಲಿ ಎದುರಿಸಲು ತರಬೇತಿ ಪಡೆಯಲು ಆನ್‌ಲೈನ್ ಮೂಲಕ 2025-26ನೇ ಸಾಲಿನಲ್ಲಿ ಪ್ರವೇಶಾತಿ ಪಡೆದು ಪ್ರಾಥಮಿಕ ಹಂತದ ತರಬೇತಿ ಹೊಂದುವ ಮೊತ್ತದಲ್ಲಿ ಗರಿಷ್ಠ ರೂ. 1.00 ಲಕ್ಷ ರೂ. ಒಂದು ಲಕ್ಷ ಗಳಿಗೆ ಮಿತಿಗೊಳಿಸಿ ನೇರವಾಗಿ ವಿದ್ಯಾರ್ಥಿಗಳ ಬ್ಯಾಂಕ್ ಖಾತೆಗೆ ಜಮೆ ಮಾಡುವ ಯೋಜನೆಯ ಉದ್ದೇಶಿಸಲಾಗಿದೆ. ಯೋಜನೆಯಲ್ಲಿ ಅರ್ಜಿ ಸಲ್ಲಿಸಲು ಅರ್ಜಿದಾರರು ಕರ್ನಾಟಕ ರಾಜ್ಯದ ಖಾಯಂ ನಿವಾಸಿ ಹಾಗೂ ಬ್ರಾಹ್ಮಣ ಸಮುದಾಯದ ಸದಸ್ಯನಾಗಿರಬೇಕು. ಅರ್ಜಿದಾರರ ವಯೋಮಿತಿ 21 ರಿಂದ 35 ವರ್ಷ ಒಳಗಿದ್ದು, ಒಂದು ಕುಟುಂಬದಿಂದ ಒಬ್ಬರು ಮಾತ್ರ ಅರ್ಜಿ ಸಲ್ಲಿಸಬಹುದಾಗಿರುತ್ತದೆ. ಕುಟುಂಬದ ವಾರ್ಷಿಕ ಆದಾಯ ರೂ. 33 ಹಾಗೂ ವಿದ್ಯಾರ್ಹತೆಯಾಗಿ ರೂ. 05 ಮೀಸಲಾತಿ ನೀಡಲಾಗುವುದು. ಅರ್ಜಿದಾರರ ಮೊಬೈಲ್ ಸಂಖ್ಯೆ ಆಧಾರ್ ಗೆ ಲಿಂಕ್ ಆಗಿರಬೇಕು. ಅರ್ಜಿ ಸಲ್ಲಿಸುವ ಕೊನೆಯ ದಿನಾಂಕ 31ರವರೆಗೆ ವಿಸ್ತರಿಸಲಾಗಿದೆ. ಹೆಚ್ಚಿನ ಮಾಹಿತಿಗಾಗಿ ಸಹಾಯವಾಣಿ ಸಂಖ್ಯೆ +91 8029605888 ಮತ್ತು +91 8762249230 ಅನ್ನು ಬೆಳಿಗ್ಗೆ 10.00 ರಿಂದ ಸಂಜೆ 5.00 ಗಂಟೆಯವರೆಗೆ ಸಂಪರ್ಕಿಸಬಹುದು ಎಂದು ಕೋಲಾರ ಜಿಲ್ಲಾ ಅಧಿಕಾರಿ ಪ್ರಕಟಣೆಯಲ್ಲಿ ತಿಳಿಸಿದ್ದಾರೆ.: [40, 176, 275, 638]
school-headline: ಶಾಲೆ ಅಭಿವೃದ್ಧಿಗೆ ಸರ್ಕಾರಗಳು ಮುಂದಾಗಲಿ: [40, 1598, 545, 1642]
temple-body-2: ಇನ್ಫೋಸಿಸ್ ಸಂಸ್ಥೆಯ ಮುಖ್ಯಸ್ಥೆ ಹಾಗೂ ರಾಜ್ಯಸಭಾ ಸದಸ್ಯೆ ಸುಧಾ ಮೂರ್ತಿ ಅವರು ಪಟ್ಟಣದ ಕಾರ್ಯನಿಮಿತ್ತ ಪ್ರವಾಸ ಸಕಲೇಶ್ವರ ಸ್ವಾಮಿ ದೇವಸ್ಥಾನಕ್ಕೆ ಭೇಟಿ ನೀಡಿ ತಮ್ಮ ಕುಟುಂಬದೊಂದಿಗೆ ಹಸಿರಲ್ಲಿ ವಿಶೇಷ ಪೂಜೆ ಸಲ್ಲಿಸಿದರು. ಪೂಜಾ ಕಾರ್ಯಕ್ರಮದ ನೇತೃತ್ವವನ್ನು ಅರ್ಚಕ ಸೋಮಶೇಖರ್, ಮಯೂರಪುತ್ತ ಪ್ರಸಾದ್, ಶ್ರೀಕಾಂತ್ ವಹಿಸಿದ್ದರು. ಪೂಜಾ ವಿಧಿ ವಿಧಾನಗಳು ಮುಗಿದ ನಂತರ ದೇವಸ್ಥಾನದ ಆಡಳಿತ ಮಂಡಳಿಯವರು ಸುಧಾಮೂರ್ತಿ ಅವರನ್ನು ಸನ್ಮಾನಿಸಿದರು. ಸ್ವಾಗತ ಹಾಗೂ ಸಮಿತಿ ಮುಖ್ಯಸ್ಥರ ಜೊತೆಗೂಡಿ ಮಾತನಾಡಿದ ಅವರು, ಮಲೆನಾಡಿನ ಪರಿಸರ ಹಾಗೂ ಇಲ್ಲಿನ ಜನರ ಆತಿಥ್ಯ ನನಗೆ ಬಹಳ ಇಷ್ಟ. ಮಾಡಲು ಇಲ್ಲಿಗೆ ಬಂದಿದ್ದೇನೆ ಎಂದರು. ನಂತರ ದೇವಸ್ಥಾನದ ಇತಿಹಾಸದ ಕುರಿತು ಮಾಹಿತಿ ಪಡೆದುಕೊಂಡರು. ಸಕಲೇಶ್ವರ ಸ್ವಾಮಿ ದೇವಸ್ಥಾನ ಅಭಿವೃದ್ಧಿ ಸಮಿತಿಯ ಅಧ್ಯಕ್ಷರು ಹಾಗೂ ಸದಸ್ಯರು, ಮೋಹನ್ ಅರ್ಚಕ, ಬಿಜೆಪಿ ಮುಖಂಡರು ಹಾಜರಿದ್ದರು. ಸಾರ್ವಜನಿಕರು ಸುಧಾಮೂರ್ತಿಯವರೊಂದಿಗೆ ಫೋಟೋ ತೆಗೆಸಿಕೊಳ್ಳಲು ಮುಗಿಬಿದ್ದರು.: [920, 787, 1295, 884]
krishna-kicker: ನೀರಾವರಿ ಹೋರಾಟ ಸಮಿತಿಗೆ ಡಿಸಿಎಂ ಪವನ್ ಕಲ್ಯಾಣ್ ಭರವಸೆ: [676, 1568, 1061, 1590]
registration-dots: [130, 1996, 174, 2015]
header-rule: [40, 85, 1295, 86]
krishna-body-2: ನೆರೆಯ ಆಂಧ್ರ ಪ್ರದೇಶದ ಕುಪ್ಪಂ ಜಿಲ್ಲೆಗೆ ಹರಿಯುತ್ತಿರುವ ಕೃಷ್ಣಾ ನದಿ ನೀರನ್ನು ಕೋಲಾರ ಜಿಲ್ಲೆಗೆ ಹರಿಸಲು ಆಂಧ್ರ ಮುಖ್ಯಮಂತ್ರಿ ಚಂದ್ರಬಾಬು ನಾಯ್ಡು ಅವರ ಜೊತೆ ಚರ್ಚಿಸುವುದಾಗಿ ಆಂಧ್ರ ಉಪಮುಖ್ಯಮಂತ್ರಿ ಪವನ್ ಕಲ್ಯಾಣ್ ಭರವಸೆ ನೀಡಿದರು. ಕೋಲಾರ-ಚಿಕ್ಕಬಳ್ಳಾಪುರ ಜಿಲ್ಲೆಗಳ ಶಾಶ್ವತ ನೀರಾವರಿ ಹೋರಾಟ ಸಮಿತಿಯ ಪದಾಧಿಕಾರಿಗಳು ಭೇಟಿ ಮಾಡಿ ಮನವಿ ಸಲ್ಲಿಸಿದಾಗ ಮಾತನಾಡಿದರು. ಬಯಲು ಸೀಮೆಯ ಜಿಲ್ಲೆಗಳಾದ ಕೋಲಾರ, ಚಿಕ್ಕಬಳ್ಳಾಪುರ ಜಿಲ್ಲೆಗಳ ಜನರು ಶಾಶ್ವತ ನೀರಾವರಿ ಯೋಜನೆಗಾಗಿ ದಶಕಗಳಿಂದ ಹೋರಾಟ ನಡೆಸುತ್ತಿದ್ದಾರೆ. ರಾಜ್ಯ ಭೂಗಳಲ್ಲಿ ಅಂತರ್ಜಲ ಮಟ್ಟ ಕುಸಿದಿದ್ದು ಫ್ಲೋರೈಡ್ ಯುಕ್ತ ನೀರು ಕುಡಿಯಬೇಕಾದ ಪರಿಸ್ಥಿತಿ ಇದೆ. ಕೃಷ್ಣಾ ನದಿ ನೀರು ಹರಿಸಿದರೆ ಈ ಭಾಗದ ರೈತರಿಗೆ ಅನುಕೂಲವಾಗಲಿದೆ. ಹೋರಾಟ ಸಮಿತಿಯ ಅಧ್ಯಕ್ಷ ಆಂಜನೇಯರೆಡ್ಡಿ, ಕಾರ್ಯದರ್ಶಿ, ಸದಸ್ಯರಾದ ಶ್ರೀನಿವಾಸ್, ನಾರಾಯಣಸ್ವಾಮಿ, ವೆಂಕಟೇಶ್ ಸೇರಿದಂತೆ ಹಲವರು ಉಪಸ್ಥಿತರಿದ್ದರು.: [895, 1873, 1295, 1970]
section-band: [40, 1548, 1295, 1560]
issue-day: ಸೋಮವಾರ: [88, 27, 144, 43]
chevron-right-icon: »: [215, 103, 234, 136]
quote-icon: [1072, 223, 1094, 241]
farmers-pull-quote: ಅತಿವೃಷ್ಟಿಯಿಂದ 1 ಲಕ್ಷದ 2 ಸಾವಿರ ಕೋಟಿ ನಷ್ಟವಾಗಿದೆ ಎಂದು ರಾಜ್ಯ ಸರ್ಕಾರ ಮಾಹಿತಿ ನೀಡಿದೆ. ಆದರೆ ರಾಜ್ಯದ ಕಂದಾಯ ಸಚಿವರು ಕೇವಲ 1 ಸಾವಿರ ಕೋಟಿ ರೂ.ಪರಿಹಾರ ಬಿಡುಗಡೆ ಮಾಡಿದ್ದೇವೆ ಎಂದು ಅಧಿವೇಶನದಲ್ಲಿ ಮಾಹಿತಿ ನೀಡಿ ದ್ದಾರೆ. ನಷ್ಟವಾಗಿರುವ ಒಂದು ಲಕ್ಷ ಕೋಟಿಗೆ ಪರಿಹಾರದ ಒಂದು ಸಾವಿರ ಕೋಟಿಯಲ್ಲಿ ಸರಿದೂಗಿಸಲು ಸಾಧ್ಯವೇ?. ■ ಎಚ್.ಡಿ.ಕುಮಾರಸ್ವಾಮಿ, ಸಚಿವ: [918, 1143, 1133, 1353]
lead-body-2: ರೈಲ್ವೆ ಮೇಲ್ಸೇತುವೆಯನ್ನು ರೈಲ್ವೆ ಸಚಿವಾಲಯ ಮತ್ತು ರಾಜ್ಯ ಸರ್ಕಾರವು 50:50 ವೆಚ್ಚ ಹಂಚಿಕೆಯ ಆಧಾರದಲ್ಲಿ 23.5 ಕೋಟಿ ರೂಪಾಯಿಗಳ ವೆಚ್ಚದಲ್ಲಿ ನಿರ್ಮಿಸಲಾಗಿದೆ. ಈ ರೈಲ್ವೆ ಮೇಲ್ಸೇತುವೆ ರೈಲ್ವೆ ಕ್ಯಾನ್ 36 ಮೀ. ಬೋ ಸ್ಟ್ರಿಂಗ್ ಗರ್ಡರ್ ನಿಂದ ಕೂಡಿದೆ. ಮಾರ್ಗದ ಉದ್ದ 140.28 ಮೀ. ಉದ್ದದ ಅಪ್ರೋಚ್ ರಸ್ತೆ ಇದೆ. ಈ ರೈಲ್ವೆ ಮೇಲ್ಸೇತುವೆ ನಿರ್ಮಾಣದಿಂದ ಸುಗಮ ಸಂಚಾರಕ್ಕೆ ಅನುಕೂಲವಾಗಲಿದೆ. ಇದು ಸ್ಥಳೀಯ ರೈತರಿಗೆ ಹಾಗೂ ವಿದ್ಯಾರ್ಥಿಗಳಿಗೆ ತುಂಬಾ ಅನುಕೂಲವಾಗಲಿದೆ. ಗೇಟ್ ಅನ್ನು ಹಾಕಿದಾಗ ವಾಹನ ಸವಾರರು ಕಾಯುವ ಅಗತ್ಯವಿಲ್ಲ. ಈ ಭಾಗದ ಜನರ ಬಹುದಿನಗಳ ಬೇಡಿಕೆ ಈಡೇರಿದೆ ಎಂದರು.: [550, 439, 1040, 487]
jatra-photo: [292, 1012, 550, 1182]
column-divider: [668, 1565, 669, 1995]
coffee-photo: [292, 602, 700, 747]
edition-city: ಬೆಂಗಳೂರು: [98, 68, 136, 79]
kumaraswamy-photo: [918, 1025, 1295, 1140]
issue-date: 22 ಡಿಸೆಂಬರ್ 2025: [72, 45, 164, 59]
